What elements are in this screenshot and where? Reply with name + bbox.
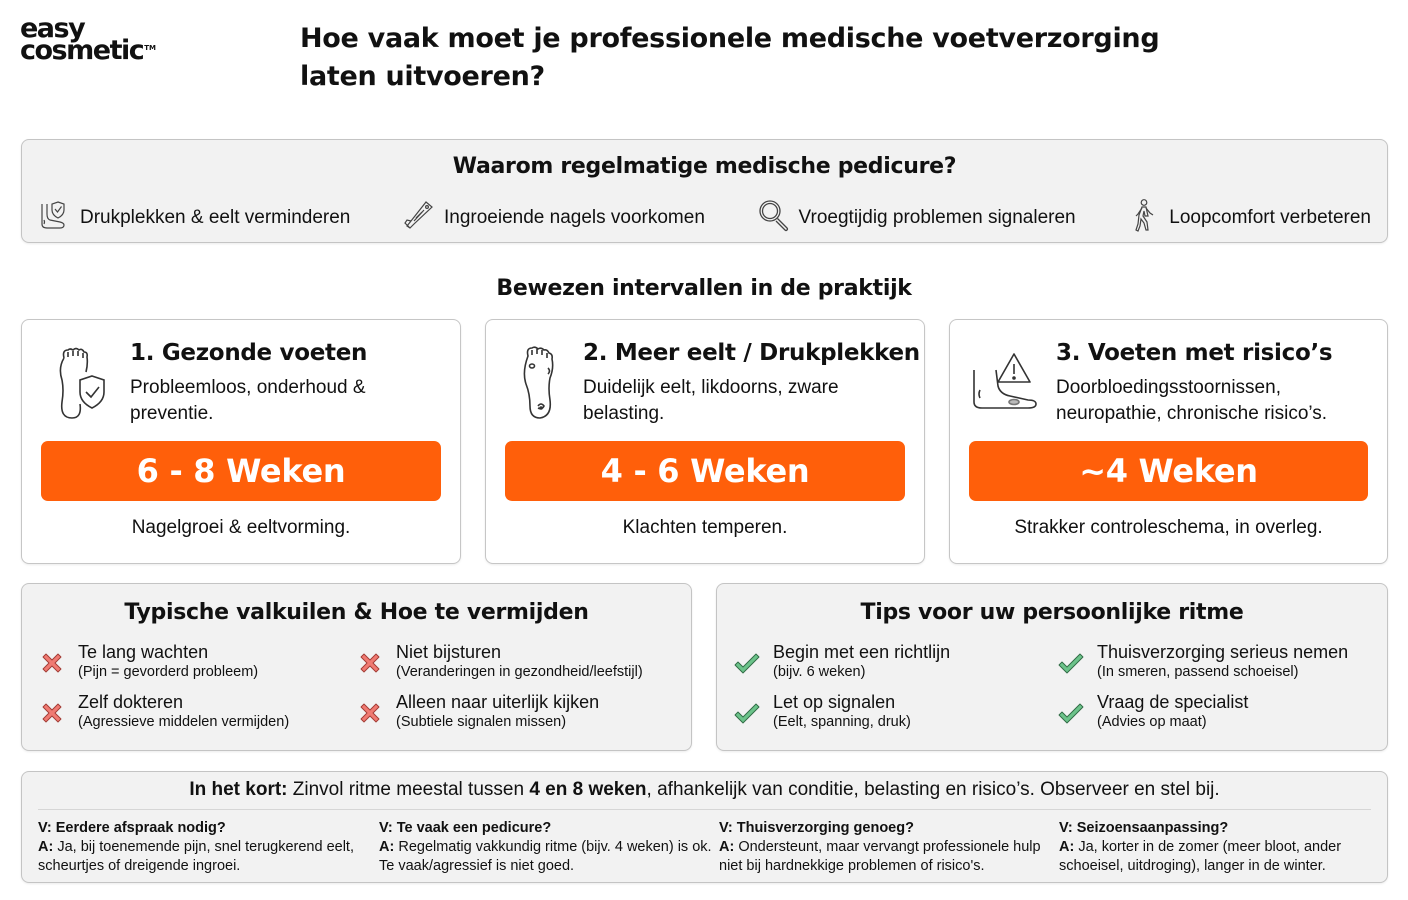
magnifier-icon — [757, 198, 791, 238]
cross-icon — [38, 642, 66, 682]
interval-card-callus — [485, 319, 925, 564]
tip-title: Vraag de specialist — [1097, 692, 1249, 712]
faq-answer — [38, 838, 379, 876]
faq-item — [719, 819, 1059, 876]
tip-sub: (bijv. 6 weken) — [773, 664, 866, 680]
interval-badge: 4 - 6 Weken — [505, 441, 905, 501]
summary-text-before: Zinvol ritme meestal tussen — [287, 779, 530, 800]
foot-warning-icon — [970, 344, 1046, 424]
why-panel — [21, 139, 1388, 243]
faq-answer-text: Ondersteunt, maar vervangt professionele hulp niet bij hardnekkige problemen of risico's. — [719, 839, 1041, 874]
intervals-heading: Bewezen intervallen in de praktijk — [496, 276, 912, 301]
logo-line-2: cosmetic — [20, 35, 144, 67]
pitfall-item — [38, 692, 356, 732]
faq-answer — [379, 838, 719, 876]
card-note: Nagelgroei & eeltvorming. — [131, 517, 351, 538]
tips-heading: Tips voor uw persoonlijke ritme — [860, 600, 1244, 625]
faq-answer-label: A: — [38, 839, 54, 855]
faq-list — [38, 819, 1371, 876]
callus-foot-icon — [508, 344, 580, 424]
nail-clipper-icon — [402, 198, 436, 238]
why-list — [38, 198, 1371, 238]
faq-question: V: Thuisverzorging genoeg? — [719, 820, 914, 836]
faq-answer — [719, 838, 1059, 876]
card-description: Duidelijk eelt, likdoorns, zware belasting. — [583, 377, 839, 424]
why-item-label: Vroegtijdig problemen signaleren — [798, 207, 1076, 228]
faq-answer-text: Ja, korter in de zomer (meer bloot, ander schoeisel, uitdroging), langer in de winter. — [1059, 839, 1342, 874]
pitfall-sub: (Subtiele signalen missen) — [396, 714, 567, 730]
card-note: Klachten temperen. — [622, 517, 788, 538]
check-icon — [733, 642, 761, 682]
why-item-label: Ingroeiende nagels voorkomen — [444, 207, 705, 228]
tip-sub: (In smeren, passend schoeisel) — [1097, 664, 1299, 680]
faq-answer-text: Regelmatig vakkundig ritme (bijv. 4 weken) is ok. Te vaak/agressief is niet goed. — [379, 839, 712, 874]
faq-item — [1059, 819, 1371, 876]
why-item — [757, 198, 1076, 238]
interval-badge: 6 - 8 Weken — [41, 441, 441, 501]
faq-item — [38, 819, 379, 876]
card-title: 1. Gezonde voeten — [130, 340, 368, 366]
why-item — [402, 198, 705, 238]
pitfall-title: Alleen naar uiterlijk kijken — [396, 692, 600, 712]
summary-divider — [38, 809, 1371, 810]
faq-item — [379, 819, 719, 876]
check-icon — [1057, 642, 1085, 682]
cross-icon — [356, 692, 384, 732]
tip-item — [733, 642, 1057, 682]
interval-card-risk — [949, 319, 1388, 564]
why-item-label: Drukplekken & eelt verminderen — [80, 207, 351, 228]
tip-sub: (Advies op maat) — [1097, 714, 1207, 730]
pitfall-item — [38, 642, 356, 682]
pitfalls-heading: Typische valkuilen & Hoe te vermijden — [124, 600, 589, 625]
tip-item — [733, 692, 1057, 732]
tip-sub: (Eelt, spanning, druk) — [773, 714, 911, 730]
faq-question: V: Eerdere afspraak nodig? — [38, 820, 226, 836]
tips-panel — [716, 583, 1388, 751]
logo-line-1: easy — [20, 13, 85, 44]
faq-answer-text: Ja, bij toenemende pijn, snel terugkerend eelt, scheurtjes of dreigende ingroei. — [38, 839, 354, 874]
pitfall-sub: (Pijn = gevorderd probleem) — [78, 664, 259, 680]
summary-highlight: 4 en 8 weken — [529, 779, 647, 800]
cross-icon — [38, 692, 66, 732]
why-heading: Waarom regelmatige medische pedicure? — [452, 154, 957, 179]
faq-question: V: Seizoensaanpassing? — [1059, 820, 1229, 836]
walking-person-icon — [1127, 198, 1161, 238]
foot-shield-icon — [38, 198, 72, 238]
faq-answer-label: A: — [1059, 839, 1075, 855]
interval-badge: ~4 Weken — [969, 441, 1368, 501]
faq-question: V: Te vaak een pedicure? — [379, 820, 552, 836]
tip-item — [1057, 692, 1377, 732]
pitfalls-list — [38, 642, 681, 732]
faq-answer-label: A: — [719, 839, 735, 855]
summary-label: In het kort: — [189, 779, 288, 800]
pitfall-sub: (Veranderingen in gezondheid/leefstijl) — [396, 664, 643, 680]
logo-trademark: TM — [144, 44, 156, 53]
card-title: 3. Voeten met risico’s — [1056, 340, 1333, 366]
pitfall-title: Niet bijsturen — [396, 642, 502, 662]
pitfall-title: Te lang wachten — [78, 642, 209, 662]
pitfall-item — [356, 642, 681, 682]
pitfall-sub: (Agressieve middelen vermijden) — [78, 714, 290, 730]
pitfalls-panel — [21, 583, 692, 751]
brand-logo — [20, 13, 156, 67]
tip-item — [1057, 642, 1377, 682]
pitfall-item — [356, 692, 681, 732]
card-description: Doorbloedingsstoornissen, neuropathie, chronische risico’s. — [1056, 377, 1328, 424]
summary-text-after: , afhankelijk van conditie, belasting en risico’s. Observeer en stel bij. — [646, 779, 1220, 800]
card-note: Strakker controleschema, in overleg. — [1014, 517, 1323, 538]
card-description: Probleemloos, onderhoud & preventie. — [130, 377, 366, 424]
page-title: Hoe vaak moet je professionele medische voetverzorging laten uitvoeren? — [300, 23, 1160, 92]
tip-title: Thuisverzorging serieus nemen — [1097, 642, 1349, 662]
check-icon — [1057, 692, 1085, 732]
card-title: 2. Meer eelt / Drukplekken — [583, 340, 920, 366]
why-item — [38, 198, 350, 238]
summary-line — [22, 779, 1387, 801]
pitfall-title: Zelf dokteren — [78, 692, 184, 712]
tip-title: Let op signalen — [773, 692, 896, 712]
foot-shield-icon — [50, 344, 122, 424]
interval-card-healthy — [21, 319, 461, 564]
why-item-label: Loopcomfort verbeteren — [1169, 207, 1371, 228]
tips-list — [733, 642, 1377, 732]
why-item — [1127, 198, 1371, 238]
tip-title: Begin met een richtlijn — [773, 642, 951, 662]
faq-answer — [1059, 838, 1371, 876]
cross-icon — [356, 642, 384, 682]
summary-panel — [21, 771, 1388, 883]
check-icon — [733, 692, 761, 732]
faq-answer-label: A: — [379, 839, 395, 855]
